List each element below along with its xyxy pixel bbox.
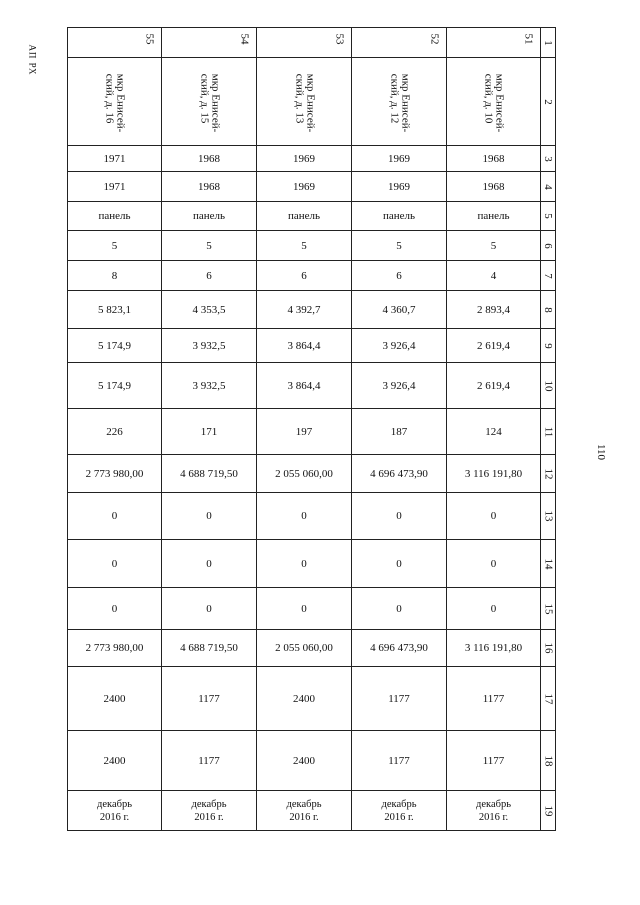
table-row (68, 172, 556, 202)
table-row (68, 493, 556, 540)
value-cell: 4 696 473,90 (352, 630, 447, 667)
table-row (68, 329, 556, 363)
table-row (68, 231, 556, 261)
value-cell (162, 791, 257, 831)
value-line: 2016 г. (289, 811, 319, 823)
value-cell: 1968 (447, 172, 541, 202)
row-index-label: 9 (542, 342, 554, 349)
value-cell: панель (352, 202, 447, 231)
value-cell: 197 (257, 409, 352, 455)
value-cell: панель (162, 202, 257, 231)
value-cell: 5 (352, 231, 447, 261)
entry-number-cell (68, 28, 162, 58)
address-text: мкр Енисей- ский, д. 16 (103, 73, 127, 133)
row-index-label: 3 (542, 155, 554, 162)
row-index-cell (541, 588, 556, 630)
entry-number-cell (447, 28, 541, 58)
value-cell: 3 926,4 (352, 329, 447, 363)
value-cell: 0 (257, 540, 352, 588)
value-cell (257, 791, 352, 831)
entry-number: 51 (522, 33, 535, 45)
table-row (68, 202, 556, 231)
value-cell: 0 (257, 588, 352, 630)
value-cell: 5 (257, 231, 352, 261)
row-index-cell (541, 363, 556, 409)
value-cell: 2400 (257, 731, 352, 791)
value-cell: панель (68, 202, 162, 231)
row-index-cell (541, 455, 556, 493)
value-cell: 5 (162, 231, 257, 261)
value-cell: 0 (68, 493, 162, 540)
table-row (68, 791, 556, 831)
value-cell: 2 773 980,00 (68, 455, 162, 493)
value-cell: 171 (162, 409, 257, 455)
row-index-label: 11 (542, 426, 554, 437)
value-cell: 1969 (352, 146, 447, 172)
row-index-label: 10 (542, 380, 554, 391)
row-index-label: 14 (542, 558, 554, 569)
value-cell: 3 116 191,80 (447, 455, 541, 493)
value-cell: 1177 (162, 667, 257, 731)
value-cell: 5 (68, 231, 162, 261)
value-cell: 1177 (447, 667, 541, 731)
table-row (68, 363, 556, 409)
value-cell: 1968 (162, 146, 257, 172)
value-cell: 0 (447, 588, 541, 630)
value-line: декабрь (381, 798, 417, 810)
value-line: 2016 г. (99, 811, 130, 823)
value-cell: панель (447, 202, 541, 231)
value-cell (68, 791, 162, 831)
value-cell: 5 (447, 231, 541, 261)
table-row (68, 409, 556, 455)
row-index-label: 5 (542, 213, 554, 219)
table-row (68, 731, 556, 791)
value-cell: 3 926,4 (352, 363, 447, 409)
table-row (68, 455, 556, 493)
value-cell: 1968 (162, 172, 257, 202)
address-cell (162, 58, 257, 146)
table-row (68, 261, 556, 291)
row-index-label: 4 (542, 183, 554, 190)
row-index-label: 19 (542, 805, 554, 816)
value-cell: 0 (257, 493, 352, 540)
entry-number-cell (162, 28, 257, 58)
address-text: мкр Енисей- ский, д. 15 (198, 73, 221, 133)
value-cell (447, 791, 541, 831)
value-cell: панель (257, 202, 352, 231)
table-row (68, 630, 556, 667)
housing-table (67, 27, 556, 831)
value-cell: 0 (68, 588, 162, 630)
value-cell: 3 864,4 (257, 363, 352, 409)
address-cell (68, 58, 162, 146)
value-cell: 4 360,7 (352, 291, 447, 329)
value-cell: 4 (447, 261, 541, 291)
value-line: декабрь (97, 798, 132, 810)
value-cell: 4 353,5 (162, 291, 257, 329)
value-cell: 4 688 719,50 (162, 630, 257, 667)
value-line: 2016 г. (194, 811, 224, 823)
row-index-cell (541, 231, 556, 261)
value-cell: 1177 (447, 731, 541, 791)
value-cell: 4 392,7 (257, 291, 352, 329)
address-text: мкр Енисей- ский, д. 13 (293, 73, 316, 133)
value-cell: 2 619,4 (447, 363, 541, 409)
row-index-cell (541, 731, 556, 791)
row-index-cell (541, 291, 556, 329)
value-line: 2016 г. (478, 811, 509, 823)
value-cell: 2 055 060,00 (257, 630, 352, 667)
value-cell: 1971 (68, 172, 162, 202)
row-index-label: 1 (542, 39, 554, 46)
value-cell: 2400 (257, 667, 352, 731)
value-cell: 2400 (68, 731, 162, 791)
entry-number-cell (257, 28, 352, 58)
row-index-cell (541, 146, 556, 172)
entry-number: 54 (238, 33, 251, 45)
row-index-label: 8 (542, 306, 554, 313)
archive-margin-mark: АП РХ (28, 44, 38, 76)
row-index-label: 13 (542, 510, 554, 522)
row-index-label: 7 (542, 272, 554, 279)
value-cell: 1177 (162, 731, 257, 791)
value-cell: 0 (447, 493, 541, 540)
value-cell: 1969 (352, 172, 447, 202)
value-cell: 6 (162, 261, 257, 291)
value-cell: 1969 (257, 172, 352, 202)
value-cell: 1969 (257, 146, 352, 172)
address-text: мкр Енисей- ский, д. 12 (388, 73, 411, 133)
value-line: 2016 г. (384, 811, 414, 823)
entry-number-cell (352, 28, 447, 58)
row-index-cell (541, 667, 556, 731)
table-row (68, 588, 556, 630)
value-cell: 2 773 980,00 (68, 630, 162, 667)
value-line: декабрь (476, 798, 511, 810)
value-cell: 6 (352, 261, 447, 291)
value-cell: 1971 (68, 146, 162, 172)
row-index-label: 2 (542, 98, 554, 105)
row-index-cell (541, 540, 556, 588)
value-cell: 5 823,1 (68, 291, 162, 329)
entry-number: 53 (333, 33, 346, 45)
value-cell: 226 (68, 409, 162, 455)
row-index-cell (541, 630, 556, 667)
value-cell: 5 174,9 (68, 363, 162, 409)
value-cell: 0 (162, 493, 257, 540)
value-line: декабрь (286, 798, 322, 810)
row-index-label: 12 (542, 468, 554, 479)
table-row (68, 291, 556, 329)
row-index-cell (541, 261, 556, 291)
value-cell: 6 (257, 261, 352, 291)
value-cell: 3 116 191,80 (447, 630, 541, 667)
address-cell (447, 58, 541, 146)
value-line: декабрь (191, 798, 227, 810)
row-index-cell (541, 329, 556, 363)
value-cell: 2400 (68, 667, 162, 731)
value-cell: 3 932,5 (162, 329, 257, 363)
value-cell: 124 (447, 409, 541, 455)
table-row (68, 146, 556, 172)
value-cell: 0 (68, 540, 162, 588)
table-row (68, 28, 556, 58)
value-cell: 2 619,4 (447, 329, 541, 363)
value-cell: 4 696 473,90 (352, 455, 447, 493)
value-cell: 0 (447, 540, 541, 588)
value-cell: 3 932,5 (162, 363, 257, 409)
row-index-cell (541, 202, 556, 231)
value-cell: 0 (352, 588, 447, 630)
row-index-cell (541, 791, 556, 831)
value-cell: 0 (162, 588, 257, 630)
value-cell: 0 (162, 540, 257, 588)
row-index-cell (541, 409, 556, 455)
row-index-label: 18 (542, 755, 554, 766)
row-index-label: 16 (542, 642, 554, 654)
row-index-cell (541, 58, 556, 146)
value-cell: 5 174,9 (68, 329, 162, 363)
row-index-label: 17 (542, 693, 554, 704)
value-cell: 1968 (447, 146, 541, 172)
table-row (68, 58, 556, 146)
row-index-label: 6 (542, 242, 554, 249)
table-row (68, 667, 556, 731)
row-index-cell (541, 493, 556, 540)
page-number: 110 (595, 443, 607, 461)
value-cell: 2 055 060,00 (257, 455, 352, 493)
row-index-cell (541, 28, 556, 58)
value-cell (352, 791, 447, 831)
value-cell: 4 688 719,50 (162, 455, 257, 493)
entry-number: 55 (143, 33, 156, 45)
value-cell: 2 893,4 (447, 291, 541, 329)
row-index-cell (541, 172, 556, 202)
value-cell: 0 (352, 540, 447, 588)
row-index-label: 15 (542, 603, 554, 614)
table-row (68, 540, 556, 588)
entry-number: 52 (428, 33, 441, 45)
value-cell: 187 (352, 409, 447, 455)
value-cell: 1177 (352, 731, 447, 791)
address-cell (352, 58, 447, 146)
value-cell: 3 864,4 (257, 329, 352, 363)
address-text: мкр Енисей- ский, д. 10 (482, 73, 506, 133)
address-cell (257, 58, 352, 146)
value-cell: 1177 (352, 667, 447, 731)
value-cell: 0 (352, 493, 447, 540)
value-cell: 8 (68, 261, 162, 291)
